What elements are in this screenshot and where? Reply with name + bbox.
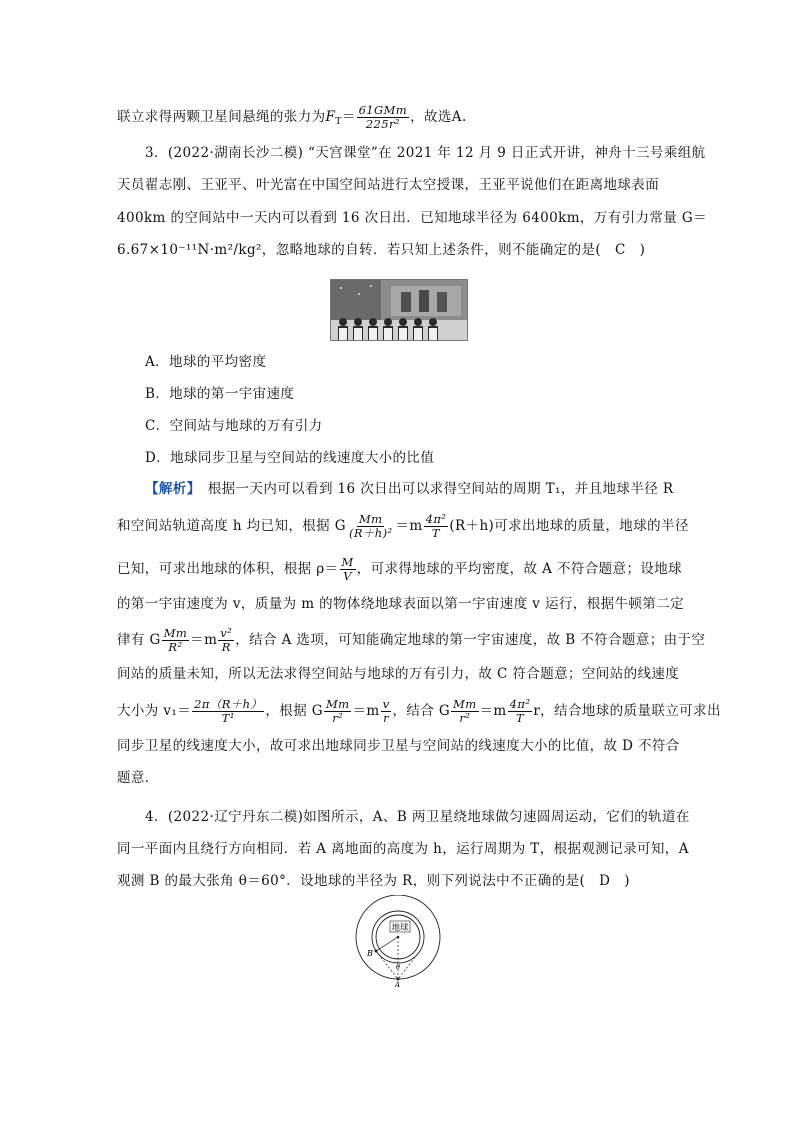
tension-text: 联立求得两颗卫星间悬绳的张力为 — [117, 109, 326, 125]
numerator: Mm — [358, 512, 383, 526]
solution-text: ＝m — [395, 518, 423, 534]
fraction — [451, 698, 478, 725]
photo-illustration — [331, 280, 467, 340]
solution-text: 大小为 v₁＝ — [117, 703, 192, 719]
solution-line-9: 题意． — [117, 770, 159, 786]
numerator: Mm — [325, 697, 350, 711]
label-a: A — [395, 981, 401, 987]
solution-text: 律有 G — [117, 632, 161, 648]
tension-conclusion-line — [117, 104, 467, 132]
q3-line-3: 400km 的空间站中一天内可以看到 16 次日出．已知地球半径为 6400km，万有引力常量 G＝ — [117, 210, 708, 226]
denominator: r² — [459, 711, 471, 725]
force-subscript: T — [335, 117, 342, 127]
fraction — [381, 698, 392, 725]
option-b: B．地球的第一宇宙速度 — [145, 386, 295, 402]
solution-text: ＝m — [190, 632, 218, 648]
solution-line-6: 间站的质量未知，所以无法求得空间站与地球的万有引力，故 C 符合题意；空间站的线速度 — [117, 666, 680, 682]
denominator: T — [431, 526, 440, 540]
solution-text: ，根据 G — [265, 703, 323, 719]
denominator: R² — [168, 640, 183, 654]
denominator: R — [221, 640, 231, 654]
tension-numerator: 61GMm — [358, 103, 408, 117]
numerator: Mm — [163, 626, 188, 640]
solution-tag: 【解析】 — [145, 481, 194, 497]
option-c: C．空间站与地球的万有引力 — [145, 418, 323, 434]
solution-text: ，可求得地球的平均密度，故 A 不符合题意；设地球 — [356, 561, 683, 577]
solution-line-8: 同步卫星的线速度大小，故可求出地球同步卫星与空间站的线速度大小的比值，故 D 不符合 — [117, 738, 680, 754]
fraction — [508, 698, 533, 725]
space-classroom-photo — [330, 279, 468, 341]
tension-fraction — [357, 104, 410, 131]
satellite-b — [375, 950, 378, 953]
q3-line-4: 6.67×10⁻¹¹N·m²/kg²，忽略地球的自转．若只知上述条件，则不能确定的是( C ) — [117, 242, 646, 258]
solution-text: 和空间站轨道高度 h 均已知，根据 G — [117, 518, 346, 534]
denominator: T — [515, 711, 525, 725]
numerator: 4π² — [425, 512, 447, 526]
numerator: Mm — [453, 697, 477, 711]
solution-text: (R＋h)可求出地球的质量，地球的半径 — [449, 518, 689, 534]
fraction — [192, 698, 264, 725]
numerator: 2π（R＋h） — [194, 697, 263, 711]
solution-line-5 — [117, 627, 705, 654]
fraction — [340, 556, 356, 583]
fraction — [347, 513, 395, 540]
numerator: 4π² — [509, 697, 531, 711]
q3-line-1: 3．(2022·湖南长沙二模) “天宫课堂”在 2021 年 12 月 9 日正式开讲，神舟十三号乘组航 — [145, 145, 706, 161]
solution-text: ＝m — [352, 703, 380, 719]
solution-line-4: 的第一宇宙速度为 v，质量为 m 的物体绕地球表面以第一宇宙速度 v 运行，根据牛顿第二定 — [117, 596, 685, 612]
option-a: A．地球的平均密度 — [145, 354, 267, 370]
denominator: T¹ — [221, 711, 235, 725]
q4-line-2: 同一平面内且绕行方向相同．若 A 离地面的高度为 h，运行周期为 T，根据观测记录可知，A — [117, 841, 689, 857]
solution-line-7 — [117, 698, 721, 725]
solution-text-1: 根据一天内可以看到 16 次日出可以求得空间站的周期 T₁，并且地球半径 R — [193, 481, 674, 497]
numerator: M — [341, 555, 354, 569]
numerator: v² — [220, 626, 233, 640]
solution-line-2 — [117, 513, 689, 540]
label-theta: θ — [396, 963, 400, 971]
solution-text: r，结合地球的质量联立可求出 — [533, 703, 721, 719]
option-d: D．地球同步卫星与空间站的线速度大小的比值 — [145, 450, 435, 466]
denominator: (R＋h)² — [348, 526, 393, 540]
answer-text: ，故选A. — [410, 109, 467, 125]
solution-text: 已知，可求出地球的体积，根据 ρ＝ — [117, 561, 339, 577]
tension-denominator: 225r² — [365, 117, 400, 131]
q3-line-2: 天员翟志刚、王亚平、叶光富在中国空间站进行太空授课，王亚平说他们在距离地球表面 — [117, 177, 660, 193]
equals-sign: ＝ — [341, 109, 356, 125]
earth-label: 地球 — [391, 923, 409, 933]
solution-text: ＝m — [479, 703, 507, 719]
numerator: v — [382, 697, 390, 711]
label-b: B — [367, 949, 373, 958]
fraction — [162, 627, 189, 654]
force-symbol: F — [325, 109, 336, 125]
solution-line-1 — [145, 479, 673, 499]
solution-text: ，结合 A 选项，可知能确定地球的第一宇宙速度，故 B 不符合题意；由于空 — [235, 632, 706, 648]
q4-line-1: 4．(2022·辽宁丹东二模)如图所示，A、B 两卫星绕地球做匀速圆周运动，它们的轨道在 — [145, 809, 690, 825]
orbit-diagram — [352, 895, 444, 987]
denominator: r — [383, 711, 389, 725]
denominator: r² — [332, 711, 344, 725]
radius-line — [376, 937, 398, 951]
solution-text: ，结合 G — [392, 703, 451, 719]
fraction — [424, 513, 449, 540]
denominator: V — [343, 569, 352, 583]
fraction — [324, 698, 351, 725]
fraction — [218, 627, 234, 654]
q4-line-3: 观测 B 的最大张角 θ＝60°．设地球的半径为 R，则下列说法中不正确的是( D ) — [117, 873, 630, 889]
solution-line-3 — [117, 556, 682, 583]
